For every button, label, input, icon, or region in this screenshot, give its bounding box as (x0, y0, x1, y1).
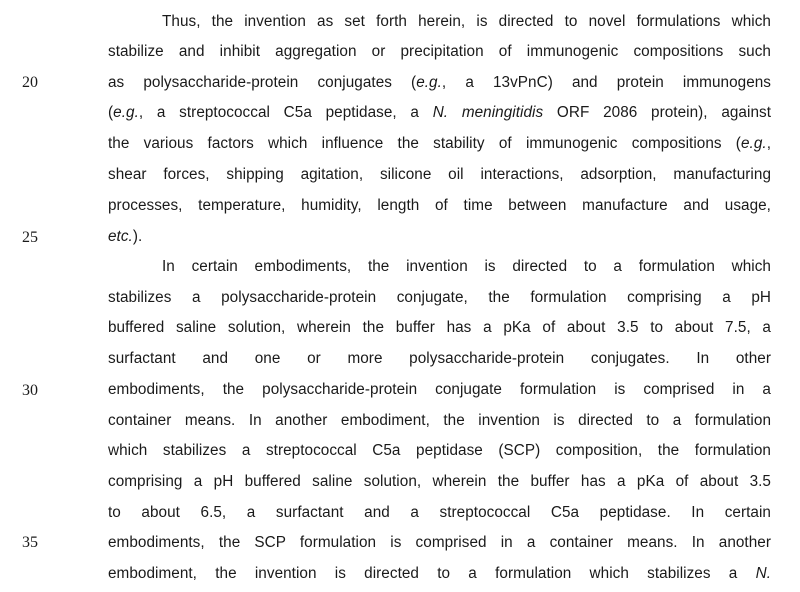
text-line (108, 441, 771, 461)
text-run: which stabilizes a streptococcal C5a peptidase (SCP) composition, the formulation (108, 442, 771, 459)
text-line (108, 103, 771, 123)
text-line (108, 165, 771, 185)
text-run: , (766, 135, 771, 152)
italic-run: N. (755, 565, 771, 582)
text-run: processes, temperature, humidity, length of time between manufacture and usage, (108, 197, 771, 214)
italic-run: e.g. (113, 104, 139, 121)
text-line (108, 134, 771, 154)
text-run: ( (108, 104, 114, 121)
line-number: 20 (22, 74, 38, 91)
text-run: , a 13vPnC) and protein immunogens (441, 74, 772, 91)
text-line (108, 349, 771, 369)
line-number: 30 (22, 382, 38, 399)
text-run: shear forces, shipping agitation, silicone oil interactions, adsorption, manufacturing (108, 166, 771, 183)
text-run: container means. In another embodiment, the invention is directed to a formulation (108, 412, 771, 429)
text-line (162, 257, 771, 277)
text-line (108, 73, 771, 93)
text-line (108, 564, 771, 584)
italic-run: e.g. (740, 135, 767, 152)
text-run: the various factors which influence the stability of immunogenic compositions ( (108, 135, 741, 152)
text-run: buffered saline solution, wherein the buffer has a pKa of about 3.5 to about 7.5, a (108, 319, 771, 336)
italic-run: etc. (108, 228, 133, 245)
text-run: embodiments, the polysaccharide-protein conjugate formulation is comprised in a (108, 381, 771, 398)
text-run: to about 6.5, a surfactant and a streptococcal C5a peptidase. In certain (108, 504, 771, 521)
text-line (108, 227, 771, 247)
italic-run: N. meningitidis (432, 104, 544, 121)
text-run: embodiments, the SCP formulation is comprised in a container means. In another (108, 534, 771, 551)
line-number: 25 (22, 229, 38, 246)
text-run: as polysaccharide-protein conjugates ( (108, 74, 417, 91)
text-run: stabilizes a polysaccharide-protein conjugate, the formulation comprising a pH (108, 289, 771, 306)
text-run: Thus, the invention as set forth herein, is directed to novel formulations which (162, 13, 771, 30)
text-line (108, 42, 771, 62)
text-line (108, 380, 771, 400)
text-run: stabilize and inhibit aggregation or precipitation of immunogenic compositions such (108, 43, 771, 60)
text-line (108, 411, 771, 431)
text-run: ORF 2086 protein), against (543, 104, 771, 121)
text-run: surfactant and one or more polysaccharide-protein conjugates. In other (108, 350, 771, 367)
text-run: ). (132, 228, 143, 245)
text-line (162, 12, 771, 32)
italic-run: e.g. (416, 74, 442, 91)
line-number: 35 (22, 534, 38, 551)
text-line (108, 533, 771, 553)
text-line (108, 503, 771, 523)
text-line (108, 288, 771, 308)
text-run: , a streptococcal C5a peptidase, a (138, 104, 433, 121)
text-run: embodiment, the invention is directed to a formulation which stabilizes a (108, 565, 756, 582)
text-line (108, 196, 771, 216)
text-run: comprising a pH buffered saline solution, wherein the buffer has a pKa of about 3.5 (108, 473, 771, 490)
text-line (108, 472, 771, 492)
text-run: In certain embodiments, the invention is directed to a formulation which (162, 258, 771, 275)
text-line (108, 318, 771, 338)
